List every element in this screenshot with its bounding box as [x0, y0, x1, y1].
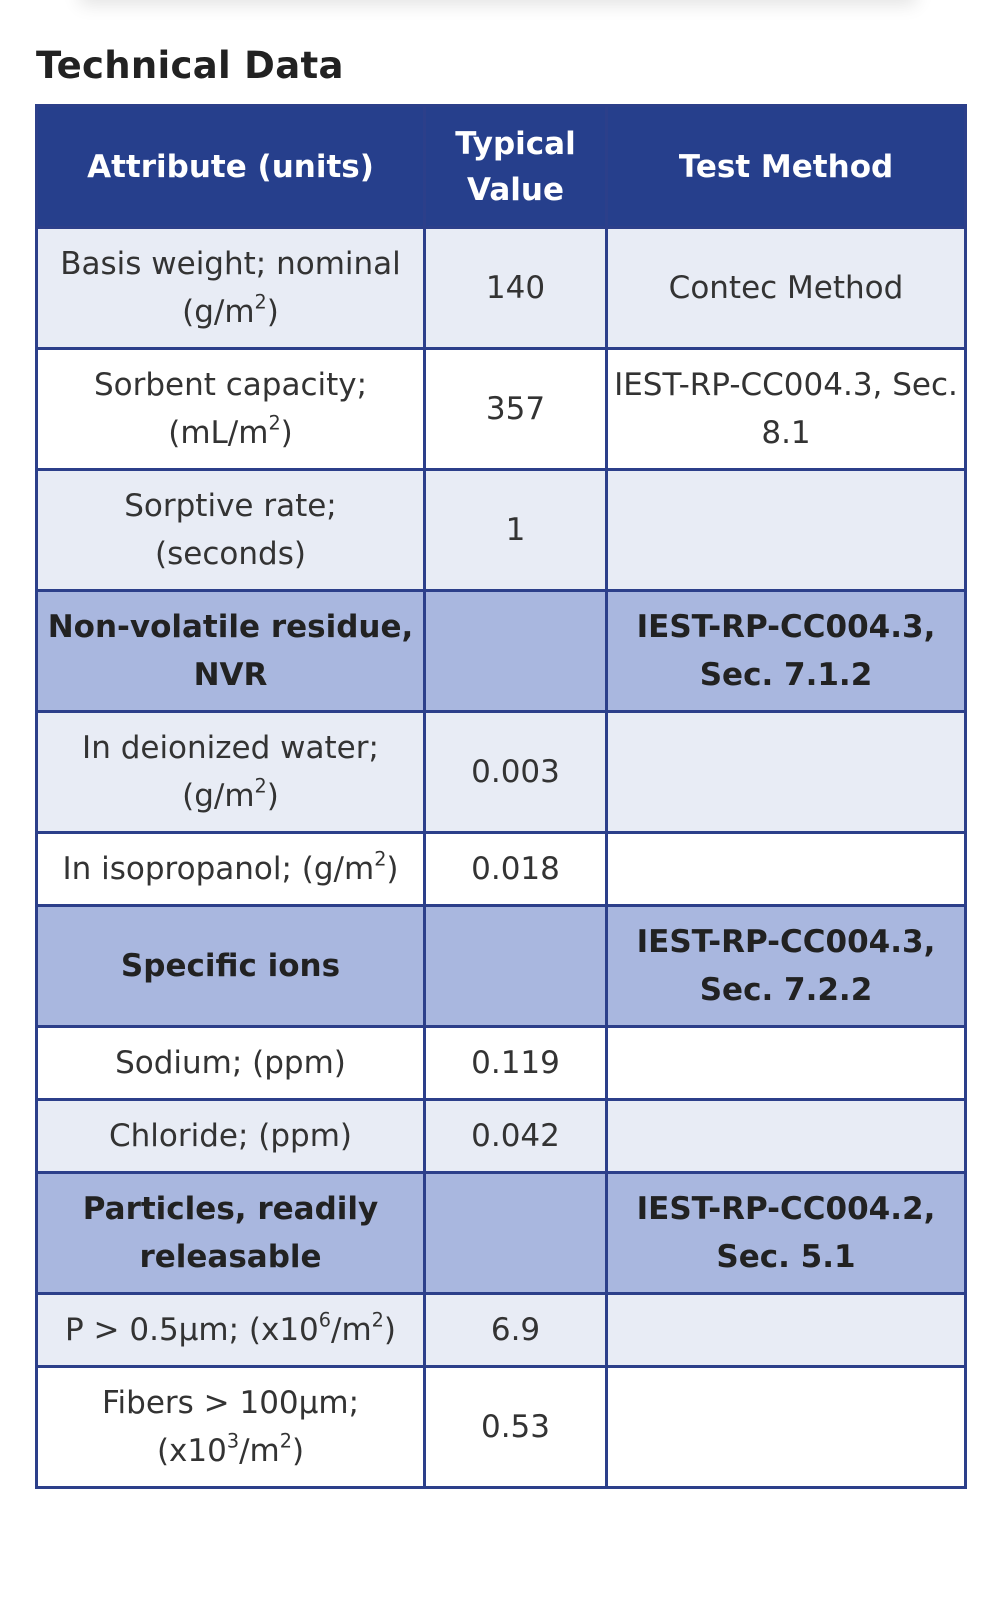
- section-row: [37, 1173, 966, 1294]
- technical-data-table: [35, 104, 967, 1489]
- attribute-cell: Basis weight; nominal $(g/m^2)$: [37, 228, 425, 349]
- section-method-cell: IEST-RP-CC004.3, Sec. 7.1.2: [607, 591, 966, 712]
- attribute-cell: Fibers > 100µm; $(x10^3/m^2)$: [37, 1367, 425, 1488]
- attribute-cell: In isopropanol; $(g/m^2)$: [37, 833, 425, 906]
- attribute-cell: In deionized water; $(g/m^2)$: [37, 712, 425, 833]
- method-cell: IEST-RP-CC004.3, Sec. 8.1: [607, 349, 966, 470]
- method-cell: [607, 1027, 966, 1100]
- section-method-cell: IEST-RP-CC004.3, Sec. 7.2.2: [607, 906, 966, 1027]
- value-cell: 6.9: [425, 1294, 607, 1367]
- value-cell: [425, 1173, 607, 1294]
- value-cell: 0.119: [425, 1027, 607, 1100]
- method-cell: [607, 1100, 966, 1173]
- section-attribute-cell: Specific ions: [37, 906, 425, 1027]
- table-header: [37, 106, 966, 228]
- value-cell: 357: [425, 349, 607, 470]
- value-cell: 1: [425, 470, 607, 591]
- section-attribute-cell: Non-volatile residue, NVR: [37, 591, 425, 712]
- attribute-cell: Sodium; (ppm): [37, 1027, 425, 1100]
- section-row: [37, 591, 966, 712]
- method-cell: [607, 712, 966, 833]
- value-cell: 0.018: [425, 833, 607, 906]
- attribute-cell: Chloride; (ppm): [37, 1100, 425, 1173]
- attribute-cell: Sorbent capacity; $(mL/m^2)$: [37, 349, 425, 470]
- page-title: Technical Data: [36, 44, 344, 87]
- table-row: [37, 833, 966, 906]
- value-cell: [425, 591, 607, 712]
- table-row: [37, 228, 966, 349]
- table-row: [37, 470, 966, 591]
- table-row: [37, 1367, 966, 1488]
- method-cell: [607, 1294, 966, 1367]
- value-cell: 0.042: [425, 1100, 607, 1173]
- section-row: [37, 906, 966, 1027]
- header-value-line2: Value: [467, 171, 564, 208]
- table-row: [37, 712, 966, 833]
- table-row: [37, 1294, 966, 1367]
- value-cell: 0.53: [425, 1367, 607, 1488]
- value-cell: 140: [425, 228, 607, 349]
- attribute-cell: P > 0.5µm; $(x10^6/m^2)$: [37, 1294, 425, 1367]
- section-attribute-cell: Particles, readily releasable: [37, 1173, 425, 1294]
- method-cell: Contec Method: [607, 228, 966, 349]
- attribute-cell: Sorptive rate; (seconds): [37, 470, 425, 591]
- method-cell: [607, 833, 966, 906]
- table-row: [37, 1100, 966, 1173]
- method-cell: [607, 470, 966, 591]
- table-row: [37, 349, 966, 470]
- value-cell: 0.003: [425, 712, 607, 833]
- header-attribute: Attribute (units): [37, 106, 425, 228]
- method-cell: [607, 1367, 966, 1488]
- header-value-line1: Typical: [455, 125, 576, 162]
- table-row: [37, 1027, 966, 1100]
- value-cell: [425, 906, 607, 1027]
- header-test-method: Test Method: [607, 106, 966, 228]
- section-method-cell: IEST-RP-CC004.2, Sec. 5.1: [607, 1173, 966, 1294]
- header-typical-value: [425, 106, 607, 228]
